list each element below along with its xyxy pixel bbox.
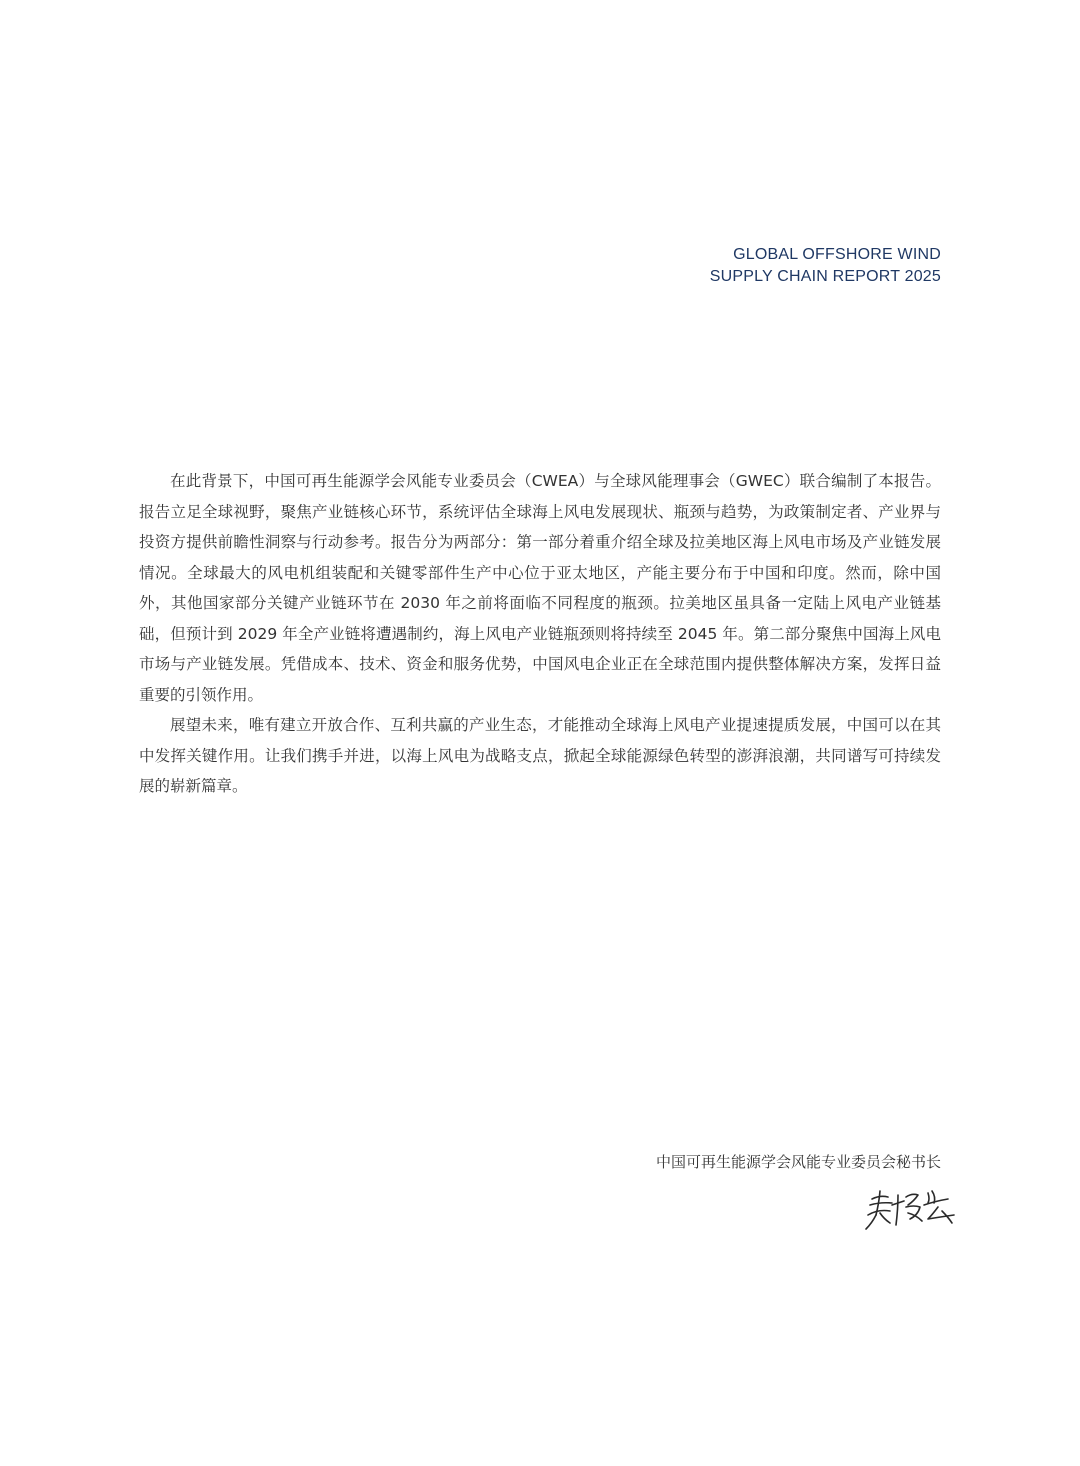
foreword-paragraph-2: 展望未来，唯有建立开放合作、互利共赢的产业生态，才能推动全球海上风电产业提速提质发展，中国可以在其中发挥关键作用。让我们携手并进，以海上风电为战略支点，掀起全球能源绿色转型的澎湃浪潮，共同谱写可持续发展的崭新篇章。: [139, 716, 941, 795]
report-title-line-1: GLOBAL OFFSHORE WIND: [733, 246, 941, 263]
foreword-body: [139, 466, 941, 802]
handwritten-signature: [862, 1185, 958, 1235]
signatory-title: 中国可再生能源学会风能专业委员会秘书长: [655, 1153, 941, 1171]
report-title-line-2: SUPPLY CHAIN REPORT 2025: [709, 268, 941, 285]
foreword-paragraph-1: 在此背景下，中国可再生能源学会风能专业委员会（CWEA）与全球风能理事会（GWEC）联合编制了本报告。报告立足全球视野，聚焦产业链核心环节，系统评估全球海上风电发展现状、瓶颈与趋势，为政策制定者、产业界与投资方提供前瞻性洞察与行动参考。报告分为两部分：第一部分着重介绍全球及拉美地区海上风电市场及产业链发展情况。全球最大的风电机组装配和关键零部件生产中心位于亚太地区，产能主要分布于中国和印度。然而，除中国外，其他国家部分关键产业链环节在 2030 年之前将面临不同程度的瓶颈。拉美地区虽具备一定陆上风电产业链基础，但预计到 2029 年全产业链将遭遇制约，海上风电产业链瓶颈则将持续至 2045 年。第二部分聚焦中国海上风电市场与产业链发展。凭借成本、技术、资金和服务优势，中国风电企业正在全球范围内提供整体解决方案，发挥日益重要的引领作用。: [139, 472, 941, 704]
report-title: [710, 244, 941, 288]
